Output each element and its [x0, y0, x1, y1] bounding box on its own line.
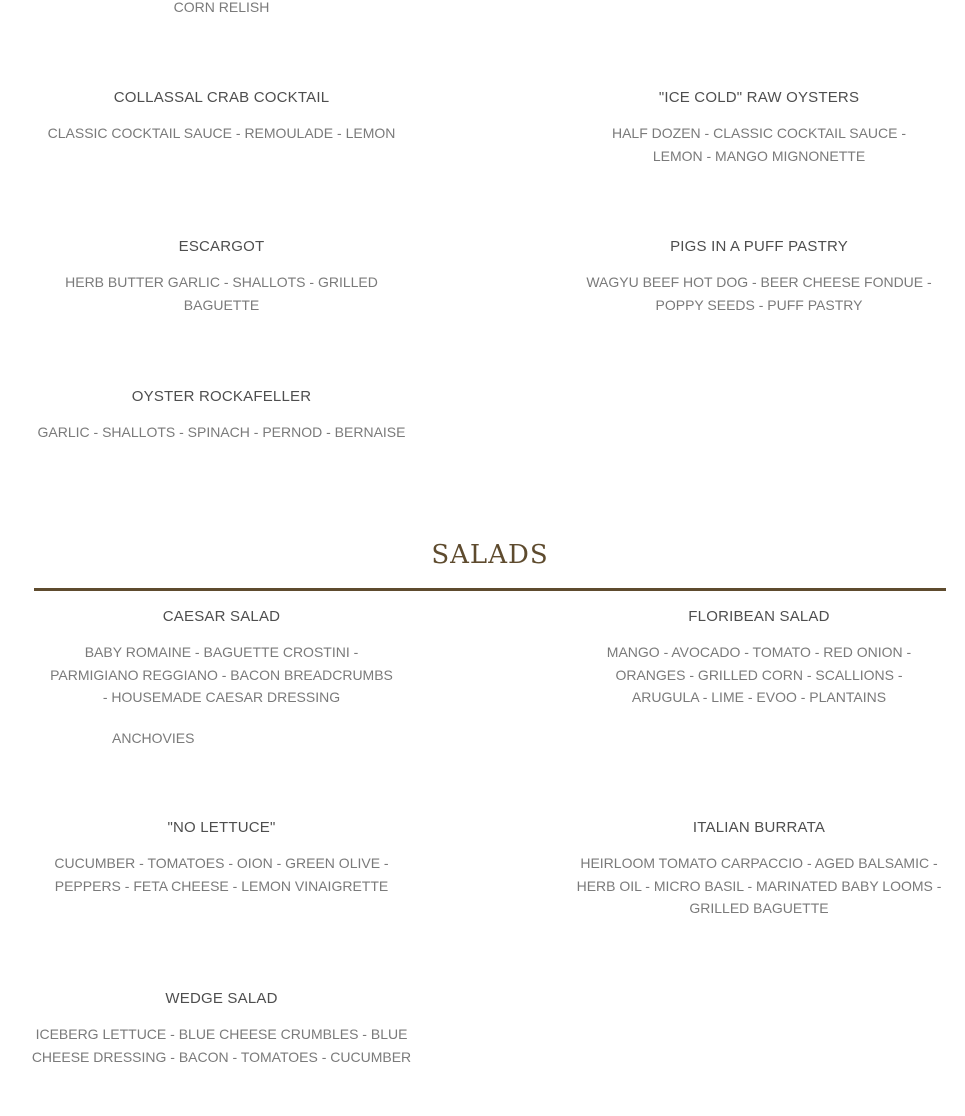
menu-item-name: ITALIAN BURRATA	[692, 819, 826, 836]
menu-item-escargot	[34, 237, 409, 316]
menu-item-name: FLORIBEAN SALAD	[688, 608, 830, 625]
menu-item-description: MANGO - AVOCADO - TOMATO - RED ONION - ORANGES - GRILLED CORN - SCALLIONS - ARUGULA - LIME - EVOO - PLANTAINS	[606, 644, 912, 705]
section-divider	[34, 588, 946, 591]
menu-item-oyster-rockafeller	[34, 387, 409, 444]
menu-item-description: BABY ROMAINE - BAGUETTE CROSTINI - PARMIGIANO REGGIANO - BACON BREADCRUMBS - HOUSEMADE CAESAR DRESSING	[50, 644, 393, 705]
menu-item-description: GARLIC - SHALLOTS - SPINACH - PERNOD - BERNAISE	[37, 424, 406, 440]
menu-item-description: HALF DOZEN - CLASSIC COCKTAIL SAUCE - LEMON - MANGO MIGNONETTE	[611, 125, 907, 164]
menu-item-name: COLLASSAL CRAB COCKTAIL	[113, 89, 330, 106]
menu-item-name: "ICE COLD" RAW OYSTERS	[658, 89, 860, 106]
menu-item-crab-cocktail	[34, 88, 409, 145]
caesar-add-on-note: ANCHOVIES	[112, 730, 195, 746]
menu-item-floribean-salad	[568, 607, 950, 709]
menu-item-no-lettuce	[34, 818, 409, 897]
menu-item-description: HEIRLOOM TOMATO CARPACCIO - AGED BALSAMIC - HERB OIL - MICRO BASIL - MARINATED BABY LOOMS - GRILLED BAGUETTE	[576, 855, 942, 916]
menu-item-name: OYSTER ROCKAFELLER	[131, 388, 312, 405]
menu-item-description: CUCUMBER - TOMATOES - OION - GREEN OLIVE - PEPPERS - FETA CHEESE - LEMON VINAIGRETTE	[54, 855, 389, 894]
menu-item-name: "NO LETTUCE"	[167, 819, 276, 836]
menu-item-raw-oysters	[568, 88, 950, 167]
menu-item-name: WEDGE SALAD	[165, 990, 278, 1007]
previous-item-description: CORN RELISH	[173, 0, 270, 15]
menu-item-description: ICEBERG LETTUCE - BLUE CHEESE CRUMBLES - BLUE CHEESE DRESSING - BACON - TOMATOES - CUCUMBER	[31, 1026, 412, 1065]
menu-item-description: CLASSIC COCKTAIL SAUCE - REMOULADE - LEMON	[47, 125, 396, 141]
menu-item-wedge-salad	[31, 989, 412, 1068]
menu-item-italian-burrata	[568, 818, 950, 920]
menu-item-name: PIGS IN A PUFF PASTRY	[670, 238, 848, 255]
section-title-salads: SALADS	[431, 540, 549, 570]
menu-item-caesar-salad	[34, 607, 409, 709]
menu-item-name: CAESAR SALAD	[162, 608, 281, 625]
menu-item-pigs-in-puff-pastry	[568, 237, 950, 316]
menu-item-description: WAGYU BEEF HOT DOG - BEER CHEESE FONDUE - POPPY SEEDS - PUFF PASTRY	[586, 274, 932, 313]
menu-item-name: ESCARGOT	[178, 238, 265, 255]
menu-item-description: HERB BUTTER GARLIC - SHALLOTS - GRILLED BAGUETTE	[65, 274, 378, 313]
